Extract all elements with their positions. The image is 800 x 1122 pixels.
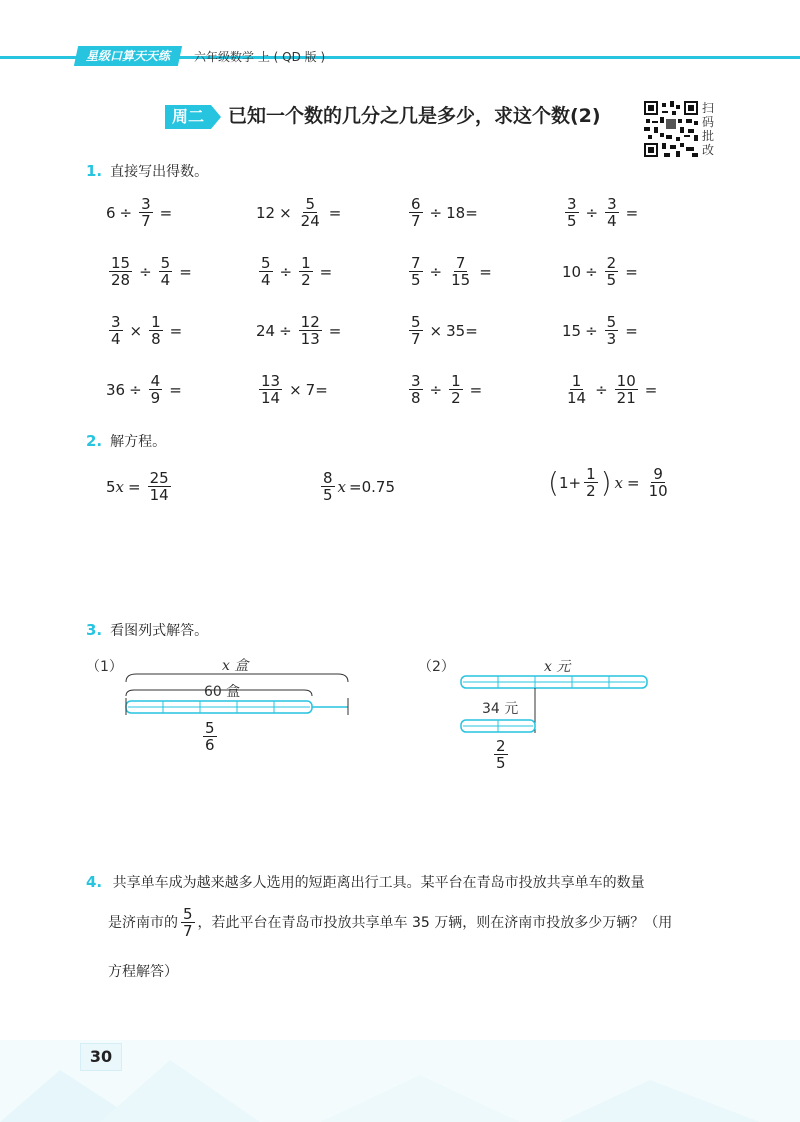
diagram-2-part-label: 34 元 bbox=[482, 701, 519, 717]
fraction: $\frac{5}{3}$ bbox=[606, 313, 617, 348]
diagram-1-fraction: $\frac{5}{6}$ bbox=[205, 719, 215, 754]
fraction: $\frac{10}{21}$ bbox=[616, 372, 636, 407]
equation-2: $\frac{8}{5}$ x =0.75 bbox=[323, 469, 395, 504]
fraction: $\frac{5}{7}$ bbox=[411, 313, 421, 348]
fraction: $\frac{12}{13}$ bbox=[300, 313, 320, 348]
fraction: $\frac{6}{7}$ bbox=[411, 195, 421, 230]
fraction: $\frac{3}{4}$ bbox=[607, 195, 617, 230]
diagram-2-total-label: x 元 bbox=[544, 659, 571, 675]
q3-heading: 3. 看图列式解答。 bbox=[86, 621, 209, 639]
q1-item: 24 ÷ $\frac{12}{13}$ = bbox=[256, 313, 342, 348]
fraction: $\frac{1}{2}$ bbox=[301, 254, 311, 289]
q1-item: $\frac{1}{14}$ ÷ $\frac{10}{21}$ = bbox=[567, 372, 658, 407]
fraction: $\frac{7}{15}$ bbox=[451, 254, 471, 289]
fraction: $\frac{3}{8}$ bbox=[411, 372, 421, 407]
fraction: $\frac{3}{4}$ bbox=[111, 313, 121, 348]
fraction: $\frac{1}{14}$ bbox=[567, 372, 587, 407]
qr-code-icon[interactable] bbox=[644, 101, 698, 157]
diagram-2-fraction: $\frac{2}{5}$ bbox=[496, 737, 506, 772]
fraction: $\frac{3}{7}$ bbox=[141, 195, 151, 230]
q1-item: $\frac{15}{28}$ ÷ $\frac{5}{4}$ = bbox=[111, 254, 192, 289]
q1-item: $\frac{13}{14}$ × 7 = bbox=[261, 372, 328, 407]
diagram-1-label: （1） bbox=[86, 659, 123, 675]
q1-item: $\frac{3}{4}$ × $\frac{1}{8}$ = bbox=[111, 313, 183, 348]
day-tag: 周二 bbox=[165, 105, 211, 129]
fraction: $\frac{13}{14}$ bbox=[261, 372, 281, 407]
fraction: $\frac{1}{8}$ bbox=[151, 313, 161, 348]
fraction: $\frac{1}{2}$ bbox=[586, 465, 596, 500]
book-subtitle: 六年级数学 上 ( QD 版 ) bbox=[194, 50, 326, 64]
fraction: $\frac{5}{4}$ bbox=[160, 254, 171, 289]
page-title: 已知一个数的几分之几是多少，求这个数(2) bbox=[228, 105, 601, 127]
fraction: $\frac{1}{2}$ bbox=[451, 372, 461, 407]
equation-1: 5 x = $\frac{25}{14}$ bbox=[106, 469, 169, 504]
fraction: $\frac{2}{5}$ bbox=[606, 254, 617, 289]
fraction: $\frac{25}{14}$ bbox=[149, 469, 169, 504]
diagram-2-label: （2） bbox=[418, 659, 455, 675]
fraction: $\frac{5}{4}$ bbox=[261, 254, 271, 289]
fraction: $\frac{7}{5}$ bbox=[411, 254, 421, 289]
fraction: $\frac{8}{5}$ bbox=[323, 469, 333, 504]
q1-heading: 1. 直接写出得数。 bbox=[86, 162, 209, 180]
q1-item: $\frac{7}{5}$ ÷ $\frac{7}{15}$ = bbox=[411, 254, 492, 289]
q4-line-1: 4. 共享单车成为越来越多人选用的短距离出行工具。某平台在青岛市投放共享单车的数量 bbox=[86, 873, 645, 891]
q4-line-3: 方程解答） bbox=[108, 964, 178, 980]
fraction: $\frac{4}{9}$ bbox=[150, 372, 161, 407]
fraction: $\frac{9}{10}$ bbox=[648, 465, 668, 500]
q1-item: $\frac{3}{8}$ ÷ $\frac{1}{2}$ = bbox=[411, 372, 483, 407]
diagram-1-part-label: 60 盒 bbox=[204, 684, 241, 700]
diagram-1-total-label: x 盒 bbox=[222, 658, 249, 674]
fraction: $\frac{3}{5}$ bbox=[567, 195, 577, 230]
q1-item: $\frac{3}{5}$ ÷ $\frac{3}{4}$ = bbox=[567, 195, 639, 230]
q1-item: 6 ÷ $\frac{3}{7}$ = bbox=[106, 195, 173, 230]
scan-to-grade-label: 扫 码 批 改 bbox=[702, 101, 715, 157]
q1-item: 36 ÷ $\frac{4}{9}$ = bbox=[106, 372, 182, 407]
fraction: $\frac{5}{24}$ bbox=[300, 195, 320, 230]
q1-item: 15 ÷ $\frac{5}{3}$ = bbox=[562, 313, 638, 348]
page-number: 30 bbox=[80, 1043, 122, 1071]
brand-tag: 星级口算天天练 bbox=[74, 46, 182, 66]
q1-item: $\frac{5}{7}$ × 35 = bbox=[411, 313, 478, 348]
equation-3: ( 1+ $\frac{1}{2}$ ) x = $\frac{9}{10}$ bbox=[548, 465, 668, 500]
diagram-1-bars bbox=[120, 668, 354, 724]
fraction: $\frac{15}{28}$ bbox=[111, 254, 131, 289]
q2-heading: 2. 解方程。 bbox=[86, 432, 167, 450]
q1-item: $\frac{6}{7}$ ÷ 18 = bbox=[411, 195, 478, 230]
q4-line-2: 是济南市的 $\frac{5}{7}$ ，若此平台在青岛市投放共享单车 35 万辆，则在济南市投放多少万辆？（用 bbox=[108, 905, 673, 940]
q1-item: 12 × $\frac{5}{24}$ = bbox=[256, 195, 342, 230]
q1-item: $\frac{5}{4}$ ÷ $\frac{1}{2}$ = bbox=[261, 254, 333, 289]
q1-item: 10 ÷ $\frac{2}{5}$ = bbox=[562, 254, 638, 289]
